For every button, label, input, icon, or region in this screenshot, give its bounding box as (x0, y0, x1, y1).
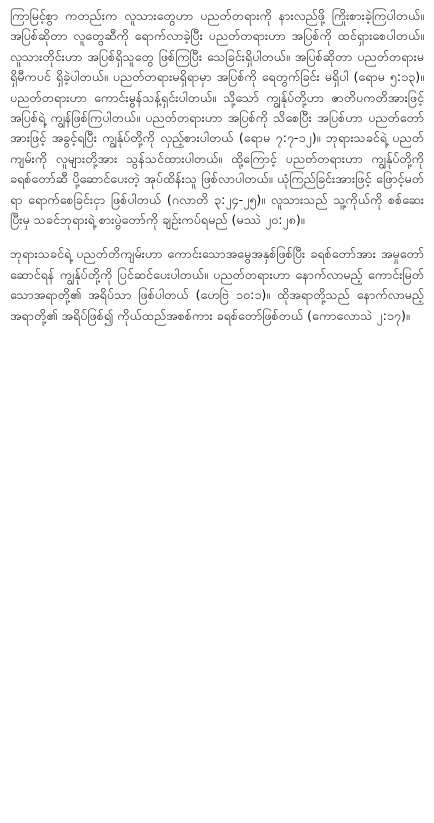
body-paragraph-1: ကြာမြင့်စွာ ကတည်းက လူသားတွေဟာ ပညတ်တရားကို နားလည်ဖို့ ကြိုးစားခဲ့ကြပါတယ်။ အပြစ်ဆိုတာ လူတွေဆီကို ရောက်လာခဲ့ပြီး ပညတ်တရားဟာ အပြစ်ကို ထင်ရှားစေပါတယ်။ လူသားတိုင်းဟာ အပြစ်ရှိသူတွေ ဖြစ်ကြပြီး သေခြင်းရှိပါတယ်။ အပြစ်ဆိုတာ ပညတ်တရားမရှိမီကပင် ရှိခဲ့ပါတယ်။ ပညတ်တရားမရှိရာမှာ အပြစ်ကို ရေတွက်ခြင်း မရှိပါ (ရောမ ၅:၁၃)။ ပညတ်တရားဟာ ကောင်းမွန်သန့်ရှင်းပါတယ်။ သို့သော် ကျွန်ုပ်တို့ဟာ ဇာတိပကတိအားဖြင့် အပြစ်ရဲ့ ကျွန်ဖြစ်ကြပါတယ်။ ပညတ်တရားဟာ အပြစ်ကို သိစေပြီး အပြစ်ဟာ ပညတ်တော်အားဖြင့် အခွင့်ရပြီး ကျွန်ုပ်တို့ကို လှည့်စားပါတယ် (ရောမ ၇:၇-၁၂)။ ဘုရားသခင်ရဲ့ ပညတ်ကျမ်းကို လူများတို့အား သွန်သင်ထားပါတယ်။ ထို့ကြောင့် ပညတ်တရားဟာ ကျွန်ုပ်တို့ကို ခရစ်တော်ဆီ ပို့ဆောင်ပေးတဲ့ အုပ်ထိန်းသူ ဖြစ်လာပါတယ်။ ယုံကြည်ခြင်းအားဖြင့် ဖြောင့်မတ်ရာ ရောက်စေခြင်းငှာ ဖြစ်ပါတယ် (ဂလာတိ ၃:၂၄-၂၅)။ လူသားသည် သူ့ကိုယ်ကို စစ်ဆေးပြီးမှ သခင်ဘုရားရဲ့ စားပွဲတော်ကို ချဉ်းကပ်ရမည် (မဿဲ ၂၀:၂၈)။ (10, 8, 424, 228)
body-paragraph-2: ဘုရားသခင်ရဲ့ ပညတ်တိကျမ်းဟာ ကောင်းသောအမွေအနှစ်ဖြစ်ပြီး ခရစ်တော်အား အမှုတော်ဆောင်ရန် ကျွန်ုပ်တို့ကို ပြင်ဆင်ပေးပါတယ်။ ပညတ်တရားဟာ နောက်လာမည့် ကောင်းမြတ်သောအရာတို့၏ အရိပ်သာ ဖြစ်ပါတယ် (ဟေဗြဲ ၁၀:၁)။ ထိုအရာတို့သည် နောက်လာမည့် အရာတို့၏ အရိပ်ဖြစ်၍ ကိုယ်ထည်အစစ်ကား ခရစ်တော်ဖြစ်တယ် (ကောလောသဲ ၂:၁၇)။ (10, 246, 424, 323)
